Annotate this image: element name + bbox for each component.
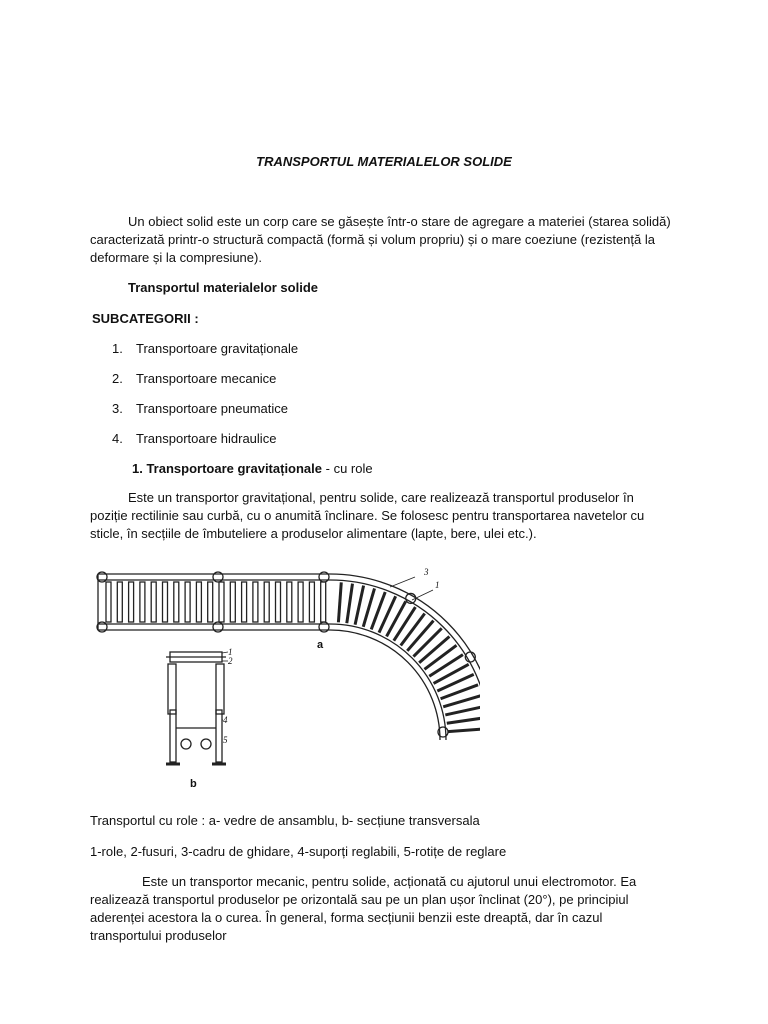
roller	[185, 582, 190, 622]
curved-roller	[429, 655, 463, 677]
curved-roller	[447, 718, 480, 724]
subcategories-label: SUBCATEGORII :	[92, 311, 199, 326]
roller	[129, 582, 134, 622]
curved-roller	[413, 628, 441, 656]
callout-b-2: 2	[228, 656, 233, 666]
right-leg-upper	[216, 664, 224, 714]
callout-b-5: 5	[223, 735, 228, 745]
roller	[174, 582, 179, 622]
curved-roller	[448, 729, 480, 732]
curved-roller	[347, 584, 353, 624]
figure-label-b: b	[190, 778, 197, 788]
roller	[140, 582, 145, 622]
list-item-number: 1.	[112, 341, 123, 356]
gravitational-heading	[132, 461, 373, 476]
cross-section-view	[166, 652, 228, 764]
curved-roller	[419, 637, 449, 663]
roller	[163, 582, 168, 622]
intro-paragraph: Un obiect solid este un corp care se găsește într-o stare de agregare a materiei (starea solidă) caracterizată printr-o structură compactă (formă și volum propriu) și o mare coeziune (rezistență la deformare și la compresiune).	[90, 214, 671, 265]
straight-conveyor-section	[97, 572, 330, 632]
gravitational-heading-rest: - cu role	[322, 461, 373, 476]
roller	[276, 582, 281, 622]
list-item-number: 2.	[112, 371, 123, 386]
figure-label-a: a	[317, 639, 324, 651]
list-item-label: Transportoare mecanice	[136, 371, 277, 386]
curved-roller	[407, 621, 433, 651]
list-item-label: Transportoare hidraulice	[136, 431, 277, 446]
callout-b-4: 4	[223, 715, 228, 725]
curved-roller	[394, 607, 416, 641]
callout-a-3: 3	[424, 567, 429, 577]
figure-caption: Transportul cu role : a- vedre de ansamblu, b- secțiune transversala	[90, 813, 480, 828]
list-item-label: Transportoare gravitaționale	[136, 341, 299, 356]
roller-conveyor-drawing	[90, 560, 480, 788]
adjust-wheel	[201, 739, 211, 749]
leader-line	[390, 577, 415, 587]
curved-roller	[445, 706, 480, 715]
list-item-number: 4.	[112, 431, 123, 446]
roller	[242, 582, 247, 622]
list-item-label: Transportoare pneumatice	[136, 401, 288, 416]
roller	[208, 582, 213, 622]
curved-roller	[338, 582, 341, 622]
curved-roller	[355, 586, 364, 625]
list-item	[112, 341, 298, 356]
roller-conveyor-figure	[90, 560, 480, 788]
roller	[321, 582, 326, 622]
roller	[151, 582, 156, 622]
roller	[287, 582, 292, 622]
roller	[298, 582, 303, 622]
gravitational-paragraph: Este un transportor gravitațional, pentru solide, care realizează transportul produselor în poziție rectilinie sau curbă, cu o anumită înclinare. Se folosesc pentru transportarea navetelor cu sticle, în secțiile de îmbuteliere a produselor alimentare (lapte, bere, ulei etc.).	[90, 490, 645, 541]
roller	[230, 582, 235, 622]
left-leg-lower	[170, 710, 176, 762]
figure-legend: 1-role, 2-fusuri, 3-cadru de ghidare, 4-suporți reglabili, 5-rotițe de reglare	[90, 844, 507, 859]
roller	[106, 582, 111, 622]
mechanical-paragraph: Este un transportor mecanic, pentru solide, acționată cu ajutorul unui electromotor. Ea realizează transportul produselor pe orizontală sau pe un plan ușor înclinat (20°), pe principiul aderenței acestora la o curea. În general, forma secțiunii benzii este dreaptă, dar în cazul transportului produselor	[90, 874, 637, 943]
list-item	[112, 431, 276, 446]
gravitational-heading-bold: 1. Transportoare gravitaționale	[132, 461, 323, 476]
callout-b-1: 1	[228, 647, 233, 657]
roller	[219, 582, 224, 622]
roller	[196, 582, 201, 622]
list-item-number: 3.	[112, 401, 123, 416]
curved-roller	[424, 645, 456, 669]
left-leg-upper	[168, 664, 176, 714]
adjust-wheel	[181, 739, 191, 749]
roller	[253, 582, 258, 622]
list-item	[112, 401, 288, 416]
right-leg-lower	[216, 710, 222, 762]
list-item	[112, 371, 276, 386]
roller	[309, 582, 314, 622]
curved-conveyor-section	[330, 574, 480, 740]
callout-a-1: 1	[435, 580, 440, 590]
page-title: TRANSPORTUL MATERIALELOR SOLIDE	[256, 154, 512, 169]
section-heading: Transportul materialelor solide	[128, 280, 318, 295]
roller	[117, 582, 122, 622]
curved-roller	[401, 614, 425, 646]
roller	[264, 582, 269, 622]
